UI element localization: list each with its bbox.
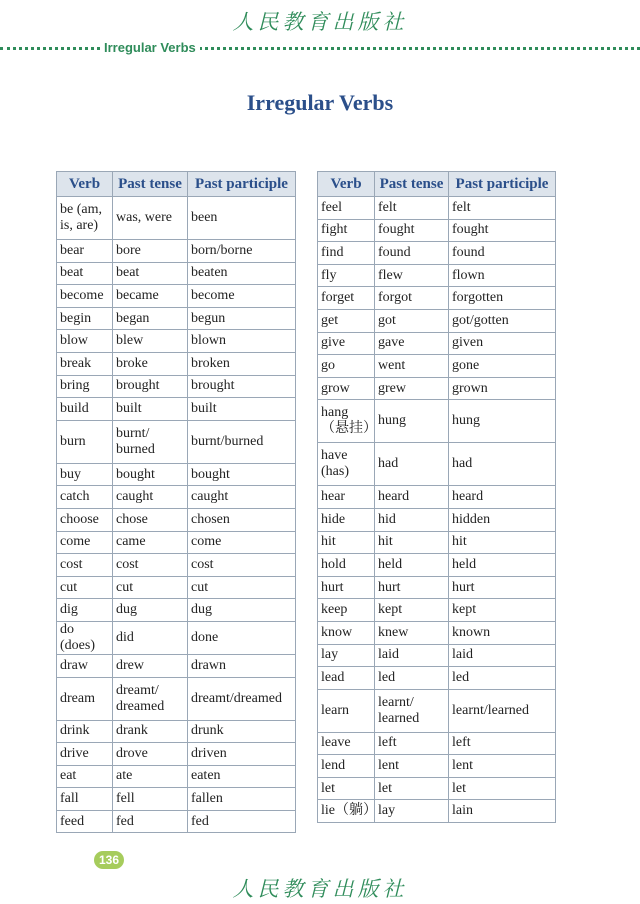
table-row <box>57 352 296 375</box>
cell-past-tense: had <box>375 443 449 486</box>
table-row <box>318 800 556 823</box>
cell-past-participle: held <box>449 554 556 577</box>
cell-past-tense: brought <box>113 375 188 398</box>
table-row <box>57 621 296 654</box>
cell-past-tense: cost <box>113 554 188 577</box>
table-row <box>318 576 556 599</box>
cell-past-tense: found <box>375 242 449 265</box>
table-row <box>57 463 296 486</box>
cell-past-participle: forgotten <box>449 287 556 310</box>
cell-verb: buy <box>57 463 113 486</box>
table-row <box>318 689 556 732</box>
cell-past-tense: hid <box>375 508 449 531</box>
cell-past-tense: flew <box>375 264 449 287</box>
cell-past-participle: found <box>449 242 556 265</box>
cell-past-participle: grown <box>449 377 556 400</box>
cell-verb: let <box>318 777 375 800</box>
cell-verb: learn <box>318 689 375 732</box>
header-past-tense: Past tense <box>375 172 449 197</box>
cell-past-tense: hung <box>375 400 449 443</box>
cell-past-participle: bought <box>188 463 296 486</box>
table-header-row <box>57 172 296 197</box>
cell-past-participle: driven <box>188 743 296 766</box>
cell-verb: leave <box>318 732 375 755</box>
table-row <box>57 420 296 463</box>
cell-verb: lay <box>318 644 375 667</box>
cell-past-participle: cost <box>188 554 296 577</box>
table-row <box>57 240 296 263</box>
table-row <box>318 309 556 332</box>
table-row <box>318 264 556 287</box>
cell-verb: forget <box>318 287 375 310</box>
running-head <box>0 38 640 58</box>
table-row <box>318 531 556 554</box>
cell-past-participle: cut <box>188 576 296 599</box>
cell-verb: hang（悬挂） <box>318 400 375 443</box>
cell-past-participle: built <box>188 398 296 421</box>
cell-past-tense: dreamt/ dreamed <box>113 677 188 720</box>
cell-past-tense: came <box>113 531 188 554</box>
cell-past-tense: forgot <box>375 287 449 310</box>
cell-past-tense: began <box>113 307 188 330</box>
cell-past-participle: kept <box>449 599 556 622</box>
cell-verb: draw <box>57 654 113 677</box>
cell-verb: hit <box>318 531 375 554</box>
cell-past-tense: got <box>375 309 449 332</box>
cell-past-tense: left <box>375 732 449 755</box>
cell-verb: choose <box>57 508 113 531</box>
cell-past-participle: dug <box>188 599 296 622</box>
cell-past-tense: led <box>375 667 449 690</box>
cell-verb: fight <box>318 219 375 242</box>
table-row <box>57 576 296 599</box>
table-row <box>57 554 296 577</box>
cell-past-participle: known <box>449 621 556 644</box>
table-row <box>318 287 556 310</box>
cell-verb: get <box>318 309 375 332</box>
cell-verb: build <box>57 398 113 421</box>
cell-verb: have (has) <box>318 443 375 486</box>
cell-verb: bear <box>57 240 113 263</box>
cell-verb: grow <box>318 377 375 400</box>
publisher-logo-bottom: 人民教育出版社 <box>232 877 408 901</box>
table-row <box>318 599 556 622</box>
table-row <box>318 400 556 443</box>
cell-past-participle: lain <box>449 800 556 823</box>
cell-verb: keep <box>318 599 375 622</box>
cell-past-tense: bore <box>113 240 188 263</box>
cell-verb: beat <box>57 262 113 285</box>
cell-past-participle: brought <box>188 375 296 398</box>
cell-past-tense: grew <box>375 377 449 400</box>
cell-past-tense: drank <box>113 720 188 743</box>
cell-past-tense: heard <box>375 486 449 509</box>
cell-verb: come <box>57 531 113 554</box>
cell-past-participle: felt <box>449 197 556 220</box>
table-row <box>57 398 296 421</box>
cell-past-participle: been <box>188 197 296 240</box>
cell-verb: find <box>318 242 375 265</box>
cell-past-participle: eaten <box>188 765 296 788</box>
cell-past-participle: drawn <box>188 654 296 677</box>
table-row <box>57 654 296 677</box>
table-header-row <box>318 172 556 197</box>
cell-verb: break <box>57 352 113 375</box>
table-row <box>57 743 296 766</box>
cell-past-participle: led <box>449 667 556 690</box>
cell-past-tense: fed <box>113 810 188 833</box>
table-row <box>318 508 556 531</box>
cell-past-participle: beaten <box>188 262 296 285</box>
cell-verb: fly <box>318 264 375 287</box>
cell-past-participle: born/borne <box>188 240 296 263</box>
table-row <box>318 732 556 755</box>
publisher-logo-top: 人民教育出版社 <box>232 10 408 34</box>
cell-past-participle: done <box>188 621 296 654</box>
table-row <box>57 788 296 811</box>
verb-table-left <box>56 171 296 833</box>
cell-past-tense: drove <box>113 743 188 766</box>
cell-past-tense: broke <box>113 352 188 375</box>
table-row <box>318 667 556 690</box>
page-title: Irregular Verbs <box>246 90 394 115</box>
cell-verb: burn <box>57 420 113 463</box>
verb-table-right <box>317 171 556 823</box>
cell-past-tense: dug <box>113 599 188 622</box>
table-row <box>57 531 296 554</box>
cell-past-tense: caught <box>113 486 188 509</box>
table-row <box>318 242 556 265</box>
cell-past-participle: gone <box>449 355 556 378</box>
table-row <box>318 377 556 400</box>
cell-past-participle: chosen <box>188 508 296 531</box>
cell-past-tense: learnt/ learned <box>375 689 449 732</box>
cell-verb: fall <box>57 788 113 811</box>
cell-verb: hide <box>318 508 375 531</box>
cell-past-participle: dreamt/dreamed <box>188 677 296 720</box>
table-row <box>57 285 296 308</box>
table-row <box>318 755 556 778</box>
cell-verb: dream <box>57 677 113 720</box>
cell-past-tense: bought <box>113 463 188 486</box>
cell-verb: lead <box>318 667 375 690</box>
cell-past-participle: lent <box>449 755 556 778</box>
table-row <box>57 599 296 622</box>
cell-verb: blow <box>57 330 113 353</box>
cell-past-tense: burnt/ burned <box>113 420 188 463</box>
cell-verb: dig <box>57 599 113 622</box>
table-row <box>318 777 556 800</box>
cell-past-participle: become <box>188 285 296 308</box>
header-past-participle: Past participle <box>449 172 556 197</box>
cell-past-tense: chose <box>113 508 188 531</box>
cell-verb: be (am, is, are) <box>57 197 113 240</box>
page-number-badge: 136 <box>94 851 124 869</box>
cell-past-participle: laid <box>449 644 556 667</box>
cell-past-tense: felt <box>375 197 449 220</box>
cell-past-participle: got/gotten <box>449 309 556 332</box>
cell-past-tense: did <box>113 621 188 654</box>
cell-past-tense: built <box>113 398 188 421</box>
cell-past-tense: drew <box>113 654 188 677</box>
cell-past-tense: fell <box>113 788 188 811</box>
table-row <box>57 262 296 285</box>
table-row <box>318 486 556 509</box>
cell-past-tense: hit <box>375 531 449 554</box>
cell-past-participle: burnt/burned <box>188 420 296 463</box>
cell-past-participle: hung <box>449 400 556 443</box>
table-row <box>57 810 296 833</box>
cell-verb: lie（躺） <box>318 800 375 823</box>
cell-verb: go <box>318 355 375 378</box>
table-row <box>57 508 296 531</box>
cell-verb: cost <box>57 554 113 577</box>
cell-past-participle: heard <box>449 486 556 509</box>
cell-past-tense: kept <box>375 599 449 622</box>
cell-past-tense: let <box>375 777 449 800</box>
table-row <box>57 197 296 240</box>
header-verb: Verb <box>57 172 113 197</box>
cell-verb: become <box>57 285 113 308</box>
cell-past-participle: had <box>449 443 556 486</box>
cell-past-tense: beat <box>113 262 188 285</box>
cell-past-tense: knew <box>375 621 449 644</box>
cell-verb: feed <box>57 810 113 833</box>
table-row <box>318 443 556 486</box>
table-row <box>318 219 556 242</box>
cell-past-participle: drunk <box>188 720 296 743</box>
cell-past-participle: learnt/learned <box>449 689 556 732</box>
table-row <box>318 197 556 220</box>
header-past-tense: Past tense <box>113 172 188 197</box>
cell-past-participle: hurt <box>449 576 556 599</box>
cell-past-tense: laid <box>375 644 449 667</box>
table-row <box>57 765 296 788</box>
cell-past-participle: broken <box>188 352 296 375</box>
table-row <box>318 554 556 577</box>
header-past-participle: Past participle <box>188 172 296 197</box>
cell-past-tense: hurt <box>375 576 449 599</box>
cell-past-tense: lent <box>375 755 449 778</box>
cell-past-participle: flown <box>449 264 556 287</box>
cell-past-participle: hit <box>449 531 556 554</box>
cell-verb: feel <box>318 197 375 220</box>
table-row <box>318 332 556 355</box>
cell-verb: do (does) <box>57 621 113 654</box>
cell-verb: drink <box>57 720 113 743</box>
header-verb: Verb <box>318 172 375 197</box>
cell-verb: lend <box>318 755 375 778</box>
cell-verb: hear <box>318 486 375 509</box>
cell-past-tense: held <box>375 554 449 577</box>
cell-past-tense: fought <box>375 219 449 242</box>
table-row <box>318 355 556 378</box>
cell-past-participle: fought <box>449 219 556 242</box>
table-row <box>57 330 296 353</box>
table-row <box>57 677 296 720</box>
cell-verb: eat <box>57 765 113 788</box>
cell-past-tense: ate <box>113 765 188 788</box>
cell-verb: drive <box>57 743 113 766</box>
cell-past-tense: lay <box>375 800 449 823</box>
cell-verb: hold <box>318 554 375 577</box>
cell-past-participle: given <box>449 332 556 355</box>
cell-past-participle: begun <box>188 307 296 330</box>
cell-past-participle: hidden <box>449 508 556 531</box>
cell-verb: catch <box>57 486 113 509</box>
table-row <box>57 375 296 398</box>
cell-past-participle: blown <box>188 330 296 353</box>
cell-past-participle: let <box>449 777 556 800</box>
cell-past-tense: gave <box>375 332 449 355</box>
cell-past-tense: became <box>113 285 188 308</box>
cell-past-participle: come <box>188 531 296 554</box>
cell-past-participle: fallen <box>188 788 296 811</box>
cell-verb: know <box>318 621 375 644</box>
cell-past-tense: was, were <box>113 197 188 240</box>
cell-past-tense: cut <box>113 576 188 599</box>
cell-verb: cut <box>57 576 113 599</box>
dotted-rule <box>0 47 640 50</box>
cell-past-participle: fed <box>188 810 296 833</box>
cell-verb: give <box>318 332 375 355</box>
cell-verb: hurt <box>318 576 375 599</box>
cell-verb: bring <box>57 375 113 398</box>
table-row <box>318 644 556 667</box>
table-row <box>318 621 556 644</box>
cell-verb: begin <box>57 307 113 330</box>
table-row <box>57 307 296 330</box>
cell-past-tense: blew <box>113 330 188 353</box>
table-row <box>57 486 296 509</box>
running-head-label: Irregular Verbs <box>100 38 200 58</box>
table-row <box>57 720 296 743</box>
cell-past-participle: caught <box>188 486 296 509</box>
cell-past-participle: left <box>449 732 556 755</box>
cell-past-tense: went <box>375 355 449 378</box>
